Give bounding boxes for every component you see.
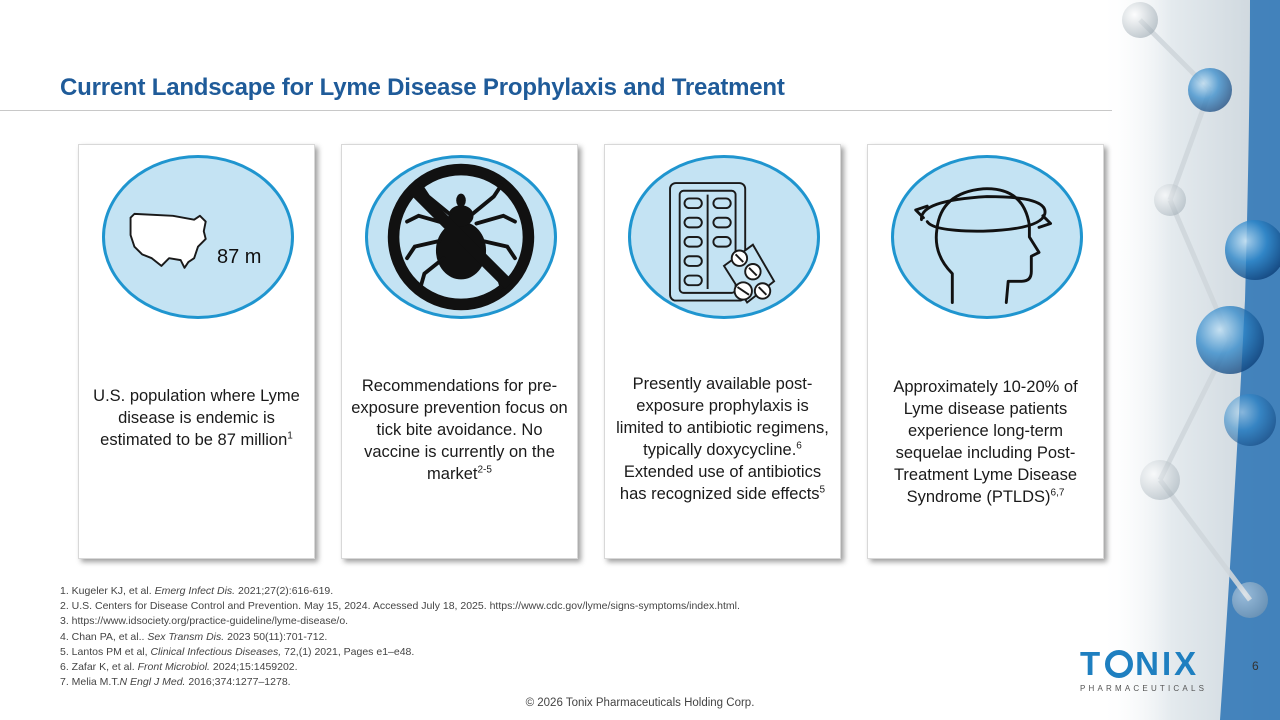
us-map-icon [102, 155, 294, 319]
reference-item: 3. https://www.idsociety.org/practice-guideline/lyme-disease/o. [60, 615, 349, 628]
reference-item: 5. Lantos PM et al, Clinical Infectious Diseases, 72,(1) 2021, Pages e1–e48. [60, 645, 415, 658]
card-endemic-population [78, 144, 315, 559]
reference-item: 7. Melia M.T.N Engl J Med. 2016;374:1277–1278. [60, 676, 291, 689]
card-text: Approximately 10-20% of Lyme disease patients experience long-term sequelae including Post-Treatment Lyme Disease Syndrome (PTLDS)$^{6,7}$ [893, 378, 1078, 506]
page-number: 6 [1252, 659, 1259, 673]
reference-item: 1. Kugeler KJ, et al. Emerg Infect Dis. 2021;27(2):616-619. [60, 585, 334, 597]
reference-item: 2. U.S. Centers for Disease Control and Prevention. May 15, 2024. Accessed July 18, 2025. https://www.cdc.gov/lyme/signs-symptoms/index.html. [60, 600, 740, 613]
card-text: Presently available post-exposure prophylaxis is limited to antibiotic regimens, typically doxycycline.$^6$ Extended use of antibiotics has recognized side effects$^5$ [616, 375, 829, 503]
card-text: U.S. population where Lyme disease is endemic is estimated to be 87 million$^1$ [93, 387, 300, 449]
copyright-notice: © 2026 Tonix Pharmaceuticals Holding Corp. [525, 697, 755, 709]
logo-o-icon [1105, 650, 1133, 678]
pill-blister-icon [628, 155, 820, 319]
tonix-logo: T NIX PHARMACEUTICALS [1080, 645, 1208, 693]
title-divider [0, 110, 1112, 111]
head-dizzy-icon [891, 155, 1083, 319]
card-text: Recommendations for pre-exposure prevention focus on tick bite avoidance. No vaccine is currently on the market$^{2-5}$ [351, 377, 568, 483]
slide-title: Current Landscape for Lyme Disease Prophylaxis and Treatment [60, 74, 785, 101]
references-list [60, 584, 740, 690]
card-long-term-sequelae [867, 144, 1104, 559]
card-post-exposure [604, 144, 841, 559]
map-population-label: 87 m [217, 246, 262, 268]
reference-item: 6. Zafar K, et al. Front Microbiol. 2024;15:1459202. [60, 661, 298, 674]
card-pre-exposure [341, 144, 578, 559]
reference-item: 4. Chan PA, et al.. Sex Transm Dis. 2023 50(11):701-712. [60, 630, 328, 643]
molecule-background-image [1100, 0, 1280, 720]
no-tick-icon [365, 155, 557, 319]
